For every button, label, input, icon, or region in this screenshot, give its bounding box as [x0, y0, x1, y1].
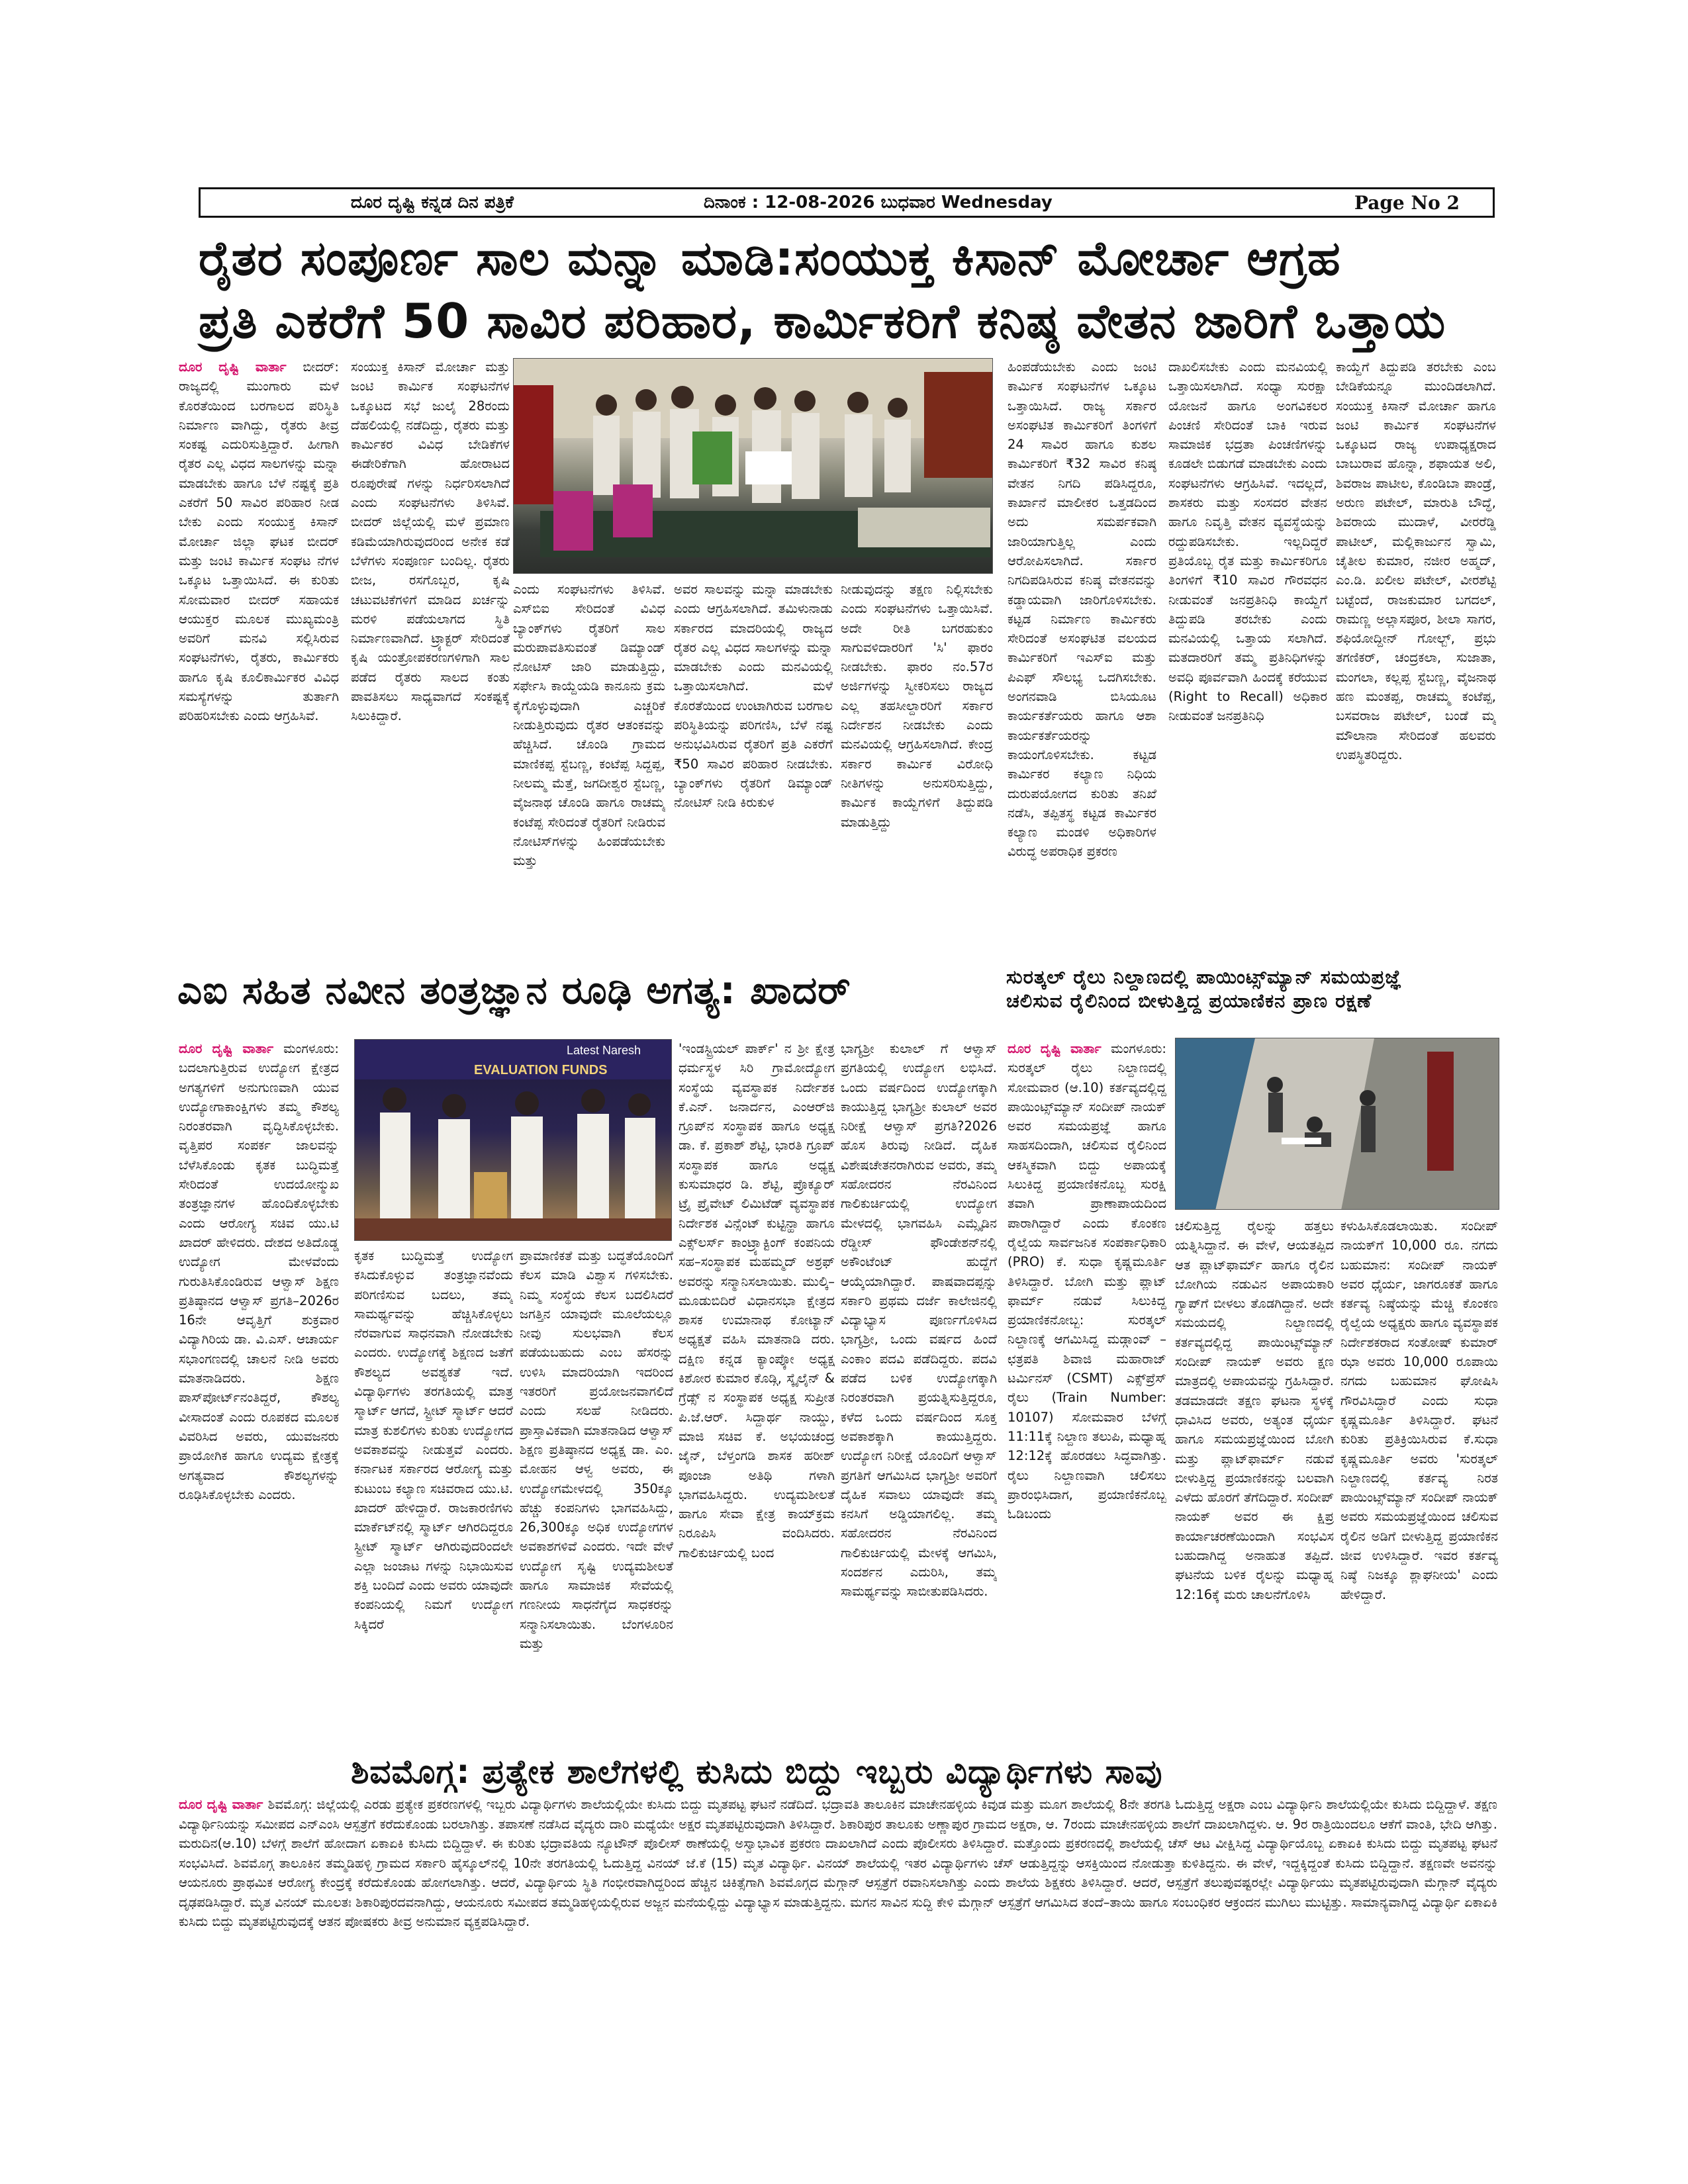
story2-col1-text: ಮಂಗಳೂರು: ಬದಲಾಗುತ್ತಿರುವ ಉದ್ಯೋಗ ಕ್ಷೇತ್ರದ ಅಗತ್ಯಗಳಿಗೆ ಅನುಗುಣವಾಗಿ ಯುವ ಉದ್ಯೋಗಾಕಾಂಕ್ಷಿಗಳು ತಮ್ಮ ಕೌಶಲ್ಯ ನಿರಂತರವಾಗಿ ವೃದ್ಧಿಸಿಕೊಳ್ಳಬೇಕು. ವೃತ್ತಿಪರ ಸಂಪರ್ಕ ಜಾಲವನ್ನು ಬೆಳೆಸಿಕೊಂಡು ಕೃತಕ ಬುದ್ಧಿಮತ್ತೆ ಸೇರಿದಂತೆ ಉದಯೋನ್ಮುಖ ತಂತ್ರಜ್ಞಾನಗಳ ಹೊಂದಿಕೊಳ್ಳಬೇಕು ಎಂದು ಆರೋಗ್ಯ ಸಚಿವ ಯು.ಟಿ ಖಾದರ್ ಹೇಳಿದರು. ದೇಶದ ಅತಿದೊಡ್ಡ ಉದ್ಯೋಗ ಮೇಳವೆಂದು ಗುರುತಿಸಿಕೊಂಡಿರುವ ಆಳ್ವಾಸ್ ಶಿಕ್ಷಣ ಪ್ರತಿಷ್ಠಾನದ ಆಳ್ವಾಸ್ ಪ್ರಗತಿ–2026ರ 16ನೇ ಆವೃತ್ತಿಗೆ ಶುಕ್ರವಾರ ವಿದ್ಯಾಗಿರಿಯ ಡಾ. ವಿ.ಎಸ್. ಆಚಾರ್ಯ ಸಭಾಂಗಣದಲ್ಲಿ ಚಾಲನೆ ನೀಡಿ ಅವರು ಮಾತನಾಡಿದರು. ಶಿಕ್ಷಣ ಪಾಸ್‌ಪೋರ್ಟ್‌ನಂತಿದ್ದರೆ, ಕೌಶಲ್ಯ ವೀಸಾದಂತೆ ಎಂದು ರೂಪಕದ ಮೂಲಕ ವಿವರಿಸಿದ ಅವರು, ಯುವಜನರು ಪ್ರಾಯೋಗಿಕ ಹಾಗೂ ಉದ್ಯಮ ಕ್ಷೇತ್ರಕ್ಕೆ ಅಗತ್ಯವಾದ ಕೌಶಲ್ಯಗಳನ್ನು ರೂಢಿಸಿಕೊಳ್ಳಬೇಕು ಎಂದರು. [179, 1041, 339, 1502]
story1-column-2: ಸಂಯುಕ್ತ ಕಿಸಾನ್ ಮೋರ್ಚಾ ಮತ್ತು ಜಂಟಿ ಕಾರ್ಮಿಕ ಸಂಘಟನೆಗಳ ಒಕ್ಕೂಟದ ಸಭೆ ಜುಲೈ 28ರಂದು ದೆಹಲಿಯಲ್ಲಿ ನಡೆದಿದ್ದು, ರೈತರು ಮತ್ತು ಕಾರ್ಮಿಕರ ವಿವಿಧ ಬೇಡಿಕೆಗಳ ಈಡೇರಿಕೆಗಾಗಿ ಹೋರಾಟದ ರೂಪುರೇಷೆ ಗಳನ್ನು ನಿರ್ಧರಿಸಲಾಗಿದೆ ಎಂದು ಸಂಘಟನೆಗಳು ತಿಳಿಸಿವೆ. ಬೀದರ್ ಜಿಲ್ಲೆಯಲ್ಲಿ ಮಳೆ ಪ್ರಮಾಣ ಕಡಿಮೆಯಾಗಿರುವುದರಿಂದ ಅನೇಕ ಕಡೆ ಬೆಳೆಗಳು ಸಂಪೂರ್ಣ ಬಂದಿಲ್ಲ. ರೈತರು ಬೀಜ, ರಸಗೊಬ್ಬರ, ಕೃಷಿ ಚಟುವಟಿಕೆಗಳಿಗೆ ಮಾಡಿದ ಖರ್ಚನ್ನು ಮರಳಿ ಪಡೆಯಲಾಗದ ಸ್ಥಿತಿ ನಿರ್ಮಾಣವಾಗಿದೆ. ಟ್ರ್ಯಾಕ್ಟರ್ ಸೇರಿದಂತೆ ಕೃಷಿ ಯಂತ್ರೋಪಕರಣಗಳಿಗಾಗಿ ಸಾಲ ಪಡೆದ ರೈತರು ಸಾಲದ ಕಂತು ಪಾವತಿಸಲು ಸಾಧ್ಯವಾಗದೆ ಸಂಕಷ್ಟಕ್ಕೆ ಸಿಲುಕಿದ್ದಾರೆ. [351, 359, 510, 724]
story1-byline: ದೂರ ದೃಷ್ಟಿ ವಾರ್ತಾ [179, 359, 303, 375]
story3-subheadline: ಚಲಿಸುವ ರೈಲಿನಿಂದ ಬೀಳುತ್ತಿದ್ದ ಪ್ರಯಾಣಿಕನ ಪ್ರಾಣ ರಕ್ಷಣೆ [1006, 989, 1372, 1012]
protest-photo [513, 358, 993, 574]
story2-column-1 [179, 1039, 339, 1727]
story3-column-3: ಕಳುಹಿಸಿಕೊಡಲಾಯಿತು. ಸಂದೀಪ್ ನಾಯಕ್‌ಗೆ 10,000 ರೂ. ನಗದು ಬಹುಮಾನ: ಸಂದೀಪ್ ನಾಯಕ್ ಅವರ ಧೈರ್ಯ, ಜಾಗರೂಕತೆ ಹಾಗೂ ಕರ್ತವ್ಯ ನಿಷ್ಠೆಯನ್ನು ಮೆಚ್ಚಿ ಕೊಂಕಣ ರೈಲ್ವೆಯ ಅಧ್ಯಕ್ಷರು ಹಾಗೂ ವ್ಯವಸ್ಥಾಪಕ ನಿರ್ದೇಶಕರಾದ ಸಂತೋಷ್ ಕುಮಾರ್ ಝಾ ಅವರು 10,000 ರೂಪಾಯಿ ನಗದು ಬಹುಮಾನ ಘೋಷಿಸಿ ಗೌರವಿಸಿದ್ದಾರೆ ಎಂದು ಸುಧಾ ಕೃಷ್ಣಮೂರ್ತಿ ತಿಳಿಸಿದ್ದಾರೆ. ಘಟನೆ ಕುರಿತು ಪ್ರತಿಕ್ರಿಯಿಸಿರುವ ಕೆ.ಸುಧಾ ಕೃಷ್ಣಮೂರ್ತಿ ಅವರು 'ಸುರತ್ಕಲ್ ನಿಲ್ದಾಣದಲ್ಲಿ ಕರ್ತವ್ಯ ನಿರತ ಪಾಯಿಂಟ್ಸ್‌ಮ್ಯಾನ್ ಸಂದೀಪ್ ನಾಯಕ್ ಅವರು ಸಮಯಪ್ರಜ್ಞೆಯಿಂದ ಚಲಿಸುವ ರೈಲಿನ ಅಡಿಗೆ ಬೀಳುತ್ತಿದ್ದ ಪ್ರಯಾಣಿಕನ ಜೀವ ಉಳಿಸಿದ್ದಾರೆ. ಇವರ ಕರ್ತವ್ಯ ನಿಷ್ಠೆ ನಿಜಕ್ಕೂ ಶ್ಲಾಘನೀಯ' ಎಂದು ಹೇಳಿದ್ದಾರೆ. [1340, 1218, 1498, 1602]
story2-column-3: ಪ್ರಾಮಾಣಿಕತೆ ಮತ್ತು ಬದ್ಧತೆಯೊಂದಿಗೆ ಕೆಲಸ ಮಾಡಿ ವಿಶ್ವಾಸ ಗಳಿಸಬೇಕು. ನಿಮ್ಮ ಸಂಸ್ಥೆಯ ಕೆಲಸ ಬದಲಿಸಿದರೆ ಜಗತ್ತಿನ ಯಾವುದೇ ಮೂಲೆಯಲ್ಲೂ ನೀವು ಸುಲಭವಾಗಿ ಕೆಲಸ ಪಡೆಯಬಹುದು ಎಂಬ ಹೆಸರನ್ನು ಉಳಿಸಿ ಮಾದರಿಯಾಗಿ ಇದರಿಂದ ಇತರರಿಗೆ ಪ್ರಯೋಜನವಾಗಲಿದೆ ಎಂದು ಸಲಹೆ ನೀಡಿದರು. ಪ್ರಾಸ್ತಾವಿಕವಾಗಿ ಮಾತನಾಡಿದ ಆಳ್ವಾಸ್ ಶಿಕ್ಷಣ ಪ್ರತಿಷ್ಠಾನದ ಅಧ್ಯಕ್ಷ ಡಾ. ಎಂ. ಮೋಹನ ಆಳ್ವ ಅವರು, ಈ ಉದ್ಯೋಗಮೇಳದಲ್ಲಿ 350ಕ್ಕೂ ಹೆಚ್ಚು ಕಂಪನಿಗಳು ಭಾಗವಹಿಸಿದ್ದು, 26,300ಕ್ಕೂ ಅಧಿಕ ಉದ್ಯೋಗಗಳ ಅವಕಾಶಗಳಿವೆ ಎಂದರು. ಇದೇ ವೇಳೆ ಉದ್ಯೋಗ ಸೃಷ್ಟಿ ಉದ್ಯಮಶೀಲತೆ ಹಾಗೂ ಸಾಮಾಜಿಕ ಸೇವೆಯಲ್ಲಿ ಗಣನೀಯ ಸಾಧನೆಗೈದ ಸಾಧಕರನ್ನು ಸನ್ಮಾನಿಸಲಾಯಿತು. ಬೆಂಗಳೂರಿನ ಮತ್ತು [520, 1248, 673, 1651]
masthead-bar [199, 187, 1495, 218]
story1-column-7: ದಾಖಲಿಸಬೇಕು ಎಂದು ಮನವಿಯಲ್ಲಿ ಒತ್ತಾಯಿಸಲಾಗಿದೆ. ಸಂಧ್ಯಾ ಸುರಕ್ಷಾ ಯೋಜನೆ ಹಾಗೂ ಅಂಗವಿಕಲರ ಪಿಂಚಣಿ ಸೇರಿದಂತೆ ಬಾಕಿ ಇರುವ ಸಾಮಾಜಿಕ ಭದ್ರತಾ ಪಿಂಚಣಿಗಳನ್ನು ಕೂಡಲೇ ಬಿಡುಗಡೆ ಮಾಡಬೇಕು ಎಂದು ಸಂಘಟನೆಗಳು ಆಗ್ರಹಿಸಿವೆ. ಇದಲ್ಲದೆ, ಶಾಸಕರು ಮತ್ತು ಸಂಸದರ ವೇತನ ಹಾಗೂ ನಿವೃತ್ತಿ ವೇತನ ವ್ಯವಸ್ಥೆಯನ್ನು ರದ್ದುಪಡಿಸಬೇಕು. ಇಲ್ಲದಿದ್ದರೆ ಪ್ರತಿಯೊಬ್ಬ ರೈತ ಮತ್ತು ಕಾರ್ಮಿಕರಿಗೂ ತಿಂಗಳಿಗೆ ₹10 ಸಾವಿರ ಗೌರವಧನ ನೀಡುವಂತೆ ಜನಪ್ರತಿನಿಧಿ ಕಾಯ್ದೆಗೆ ತಿದ್ದುಪಡಿ ತರಬೇಕು ಎಂದು ಮನವಿಯಲ್ಲಿ ಒತ್ತಾಯ ಸಲಾಗಿದೆ. ಮತದಾರರಿಗೆ ತಮ್ಮ ಪ್ರತಿನಿಧಿಗಳನ್ನು ಅವಧಿ ಪೂರ್ವವಾಗಿ ಹಿಂದಕ್ಕೆ ಕರೆಯುವ (Right to Recall) ಅಧಿಕಾರ ನೀಡುವಂತೆ ಜನಪ್ರತಿನಿಧಿ [1168, 359, 1327, 724]
story1-subheadline: ಪ್ರತಿ ಎಕರೆಗೆ 50 ಸಾವಿರ ಪರಿಹಾರ, ಕಾರ್ಮಿಕರಿಗೆ ಕನಿಷ್ಠ ವೇತನ ಜಾರಿಗೆ ಒತ್ತಾಯ [199, 293, 1446, 349]
story3-col1-text: ಮಂಗಳೂರು: ಸುರತ್ಕಲ್ ರೈಲು ನಿಲ್ದಾಣದಲ್ಲಿ ಸೋಮವಾರ (ಆ.10) ಕರ್ತವ್ಯದಲ್ಲಿದ್ದ ಪಾಯಿಂಟ್ಸ್‌ಮ್ಯಾನ್ ಸಂದೀಪ್ ನಾಯಕ್ ಅವರ ಸಮಯಪ್ರಜ್ಞೆ ಹಾಗೂ ಸಾಹಸದಿಂದಾಗಿ, ಚಲಿಸುವ ರೈಲಿನಿಂದ ಆಕಸ್ಮಿಕವಾಗಿ ಬಿದ್ದು ಅಪಾಯಕ್ಕೆ ಸಿಲುಕಿದ್ದ ಪ್ರಯಾಣಿಕನೊಬ್ಬ ಸುರಕ್ಷಿ ತವಾಗಿ ಪ್ರಾಣಾಪಾಯದಿಂದ ಪಾರಾಗಿದ್ದಾರೆ ಎಂದು ಕೊಂಕಣ ರೈಲ್ವೆಯ ಸಾರ್ವಜನಿಕ ಸಂಪರ್ಕಾಧಿಕಾರಿ (PRO) ಕೆ. ಸುಧಾ ಕೃಷ್ಣಮೂರ್ತಿ ತಿಳಿಸಿದ್ದಾರೆ. ಬೋಗಿ ಮತ್ತು ಪ್ಲಾಟ್ ಫಾರ್ಮ್ ನಡುವೆ ಸಿಲುಕಿದ್ದ ಪ್ರಯಾಣಿಕನೋಬ್ಬ: ಸುರತ್ಕಲ್ ನಿಲ್ದಾಣಕ್ಕೆ ಆಗಮಿಸಿದ್ದ ಮಡ್ಗಾಂವ್ – ಛತ್ರಪತಿ ಶಿವಾಜಿ ಮಹಾರಾಜ್ ಟರ್ಮಿನಸ್ (CSMT) ಎಕ್ಸ್‌ಪ್ರೆಸ್ ರೈಲು (Train Number: 10107) ಸೋಮವಾರ ಬೆಳಗ್ಗೆ 11:11ಕ್ಕೆ ನಿಲ್ದಾಣ ತಲುಪಿ, ಮಧ್ಯಾಹ್ನ 12:12ಕ್ಕೆ ಹೊರಡಲು ಸಿದ್ಧವಾಗಿತ್ತು. ರೈಲು ನಿಲ್ದಾಣವಾಗಿ ಚಲಿಸಲು ಪ್ರಾರಂಭಿಸಿದಾಗ, ಪ್ರಯಾಣಿಕನೊಬ್ಬ ಓಡಿಬಂದು [1008, 1041, 1166, 1522]
story1-col1-text: ಬೀದರ್: ರಾಜ್ಯದಲ್ಲಿ ಮುಂಗಾರು ಮಳೆ ಕೊರತೆಯಿಂದ ಬರಗಾಲದ ಪರಿಸ್ಥಿತಿ ನಿರ್ಮಾಣ ವಾಗಿದ್ದು, ರೈತರು ತೀವ್ರ ಸಂಕಷ್ಟ ಎದುರಿಸುತ್ತಿದ್ದಾರೆ. ಹೀಗಾಗಿ ರೈತರ ಎಲ್ಲ ವಿಧದ ಸಾಲಗಳನ್ನು ಮನ್ನಾ ಮಾಡಬೇಕು ಹಾಗೂ ಬೆಳೆ ನಷ್ಟಕ್ಕೆ ಪ್ರತಿ ಎಕರೆಗೆ 50 ಸಾವಿರ ಪರಿಹಾರ ನೀಡ ಬೇಕು ಎಂದು ಸಂಯುಕ್ತ ಕಿಸಾನ್ ಮೋರ್ಚಾ ಜಿಲ್ಲಾ ಘಟಕ ಬೀದರ್ ಮತ್ತು ಜಂಟಿ ಕಾರ್ಮಿಕ ಸಂಘಟ ನೆಗಳ ಒಕ್ಕೂಟ ಒತ್ತಾಯಿಸಿದೆ. ಈ ಕುರಿತು ಸೋಮವಾರ ಬೀದರ್ ಸಹಾಯಕ ಆಯುಕ್ತರ ಮೂಲಕ ಮುಖ್ಯಮಂತ್ರಿ ಅವರಿಗೆ ಮನವಿ ಸಲ್ಲಿಸಿರುವ ಸಂಘಟನೆಗಳು, ರೈತರು, ಕಾರ್ಮಿಕರು ಹಾಗೂ ಕೃಷಿ ಕೂಲಿಕಾರ್ಮಿಕರ ವಿವಿಧ ಸಮಸ್ಯೆಗಳನ್ನು ತುರ್ತಾಗಿ ಪರಿಹರಿಸಬೇಕು ಎಂದು ಆಗ್ರಹಿಸಿವೆ. [179, 359, 339, 724]
story1-headline: ರೈತರ ಸಂಪೂರ್ಣ ಸಾಲ ಮನ್ನಾ ಮಾಡಿ:ಸಂಯುಕ್ತ ಕಿಸಾನ್ ಮೋರ್ಚಾ ಆಗ್ರಹ [199, 230, 1341, 286]
story1-column-5: ನೀಡುವುದನ್ನು ತಕ್ಷಣ ನಿಲ್ಲಿಸಬೇಕು ಎಂದು ಸಂಘಟನೆಗಳು ಒತ್ತಾಯಿಸಿವೆ. ಅದೇ ರೀತಿ ಬಗರಹುಕುಂ ಸಾಗುವಳಿದಾರರಿಗೆ 'ಸಿ' ಫಾರಂ ನೀಡಬೇಕು. ಫಾರಂ ನಂ.57ರ ಅರ್ಜಿಗಳನ್ನು ಸ್ವೀಕರಿಸಲು ರಾಜ್ಯದ ಎಲ್ಲ ತಹಸೀಲ್ದಾರರಿಗೆ ಸರ್ಕಾರ ನಿರ್ದೇಶನ ನೀಡಬೇಕು ಎಂದು ಮನವಿಯಲ್ಲಿ ಆಗ್ರಹಿಸಲಾಗಿದೆ. ಕೇಂದ್ರ ಸರ್ಕಾರ ಕಾರ್ಮಿಕ ವಿರೋಧಿ ನೀತಿಗಳನ್ನು ಅನುಸರಿಸುತ್ತಿದ್ದು, ಕಾರ್ಮಿಕ ಕಾಯ್ದೆಗಳಿಗೆ ತಿದ್ದುಪಡಿ ಮಾಡುತ್ತಿದ್ದು [841, 582, 993, 830]
story3-column-1 [1008, 1039, 1166, 1727]
page-number: Page No 2 [1354, 191, 1460, 214]
story2-column-2: ಕೃತಕ ಬುದ್ಧಿಮತ್ತೆ ಉದ್ಯೋಗ ಕಸಿದುಕೊಳ್ಳುವ ತಂತ್ರಜ್ಞಾನವೆಂದು ಪರಿಗಣಿಸುವ ಬದಲು, ತಮ್ಮ ಸಾಮರ್ಥ್ಯವನ್ನು ಹೆಚ್ಚಿಸಿಕೊಳ್ಳಲು ನೆರವಾಗುವ ಸಾಧನವಾಗಿ ನೋಡಬೇಕು ಎಂದರು. ಉದ್ಯೋಗಕ್ಕೆ ಶಿಕ್ಷಣದ ಜತೆಗೆ ಕೌಶಲ್ಯದ ಅವಶ್ಯಕತೆ ಇದೆ. ವಿದ್ಯಾರ್ಥಿಗಳು ತರಗತಿಯಲ್ಲಿ ಮಾತ್ರ ಸ್ಮಾರ್ಟ್ ಆಗದೆ, ಸ್ಟ್ರೀಟ್ ಸ್ಮಾರ್ಟ್ ಆದರೆ ಮಾತ್ರ ಕುಶಲಿಗಳು ಕುರಿತು ಉದ್ಯೋಗದ ಅವಕಾಶವನ್ನು ನೀಡುತ್ತವೆ ಎಂದರು. ಕರ್ನಾಟಕ ಸರ್ಕಾರದ ಆರೋಗ್ಯ ಮತ್ತು ಕುಟುಂಬ ಕಲ್ಯಾಣ ಸಚಿವರಾದ ಯು.ಟಿ. ಖಾದರ್ ಹೇಳಿದ್ದಾರೆ. ರಾಜಕಾರಣಿಗಳು ಮಾರ್ಕೆಟ್‌ನಲ್ಲಿ ಸ್ಮಾರ್ಟ್ ಆಗಿರದಿದ್ದರೂ ಸ್ಟ್ರೀಟ್ ಸ್ಮಾರ್ಟ್ ಆಗಿರುವುದರಿಂದಲೇ ಎಲ್ಲಾ ಜಂಜಾಟ ಗಳನ್ನು ನಿಭಾಯಿಸುವ ಶಕ್ತಿ ಬಂದಿದೆ ಎಂದು ಅವರು ಯಾವುದೇ ಕಂಪನಿಯಲ್ಲಿ ನಿಮಗೆ ಉದ್ಯೋಗ ಸಿಕ್ಕಿದರೆ [354, 1248, 513, 1632]
story2-column-4: 'ಇಂಡಸ್ಟ್ರಿಯಲ್ ಪಾರ್ಕ್' ನ ಶ್ರೀ ಕ್ಷೇತ್ರ ಧರ್ಮಸ್ಥಳ ಸಿರಿ ಗ್ರಾಮೋದ್ಯೋಗ ಸಂಸ್ಥೆಯ ವ್ಯವಸ್ಥಾಪಕ ನಿರ್ದೇಶಕ ಕೆ.ಎನ್. ಜನಾರ್ದನ, ಎಂಆರ್‌ಜಿ ಗ್ರೂಪ್‌ನ ಸಂಸ್ಥಾಪಕ ಹಾಗೂ ಅಧ್ಯಕ್ಷ ಡಾ. ಕೆ. ಪ್ರಕಾಶ್ ಶೆಟ್ಟಿ, ಭಾರತಿ ಗ್ರೂಪ್ ಸಂಸ್ಥಾಪಕ ಹಾಗೂ ಅಧ್ಯಕ್ಷ ಕುಸುಮಾಧರ ಡಿ. ಶೆಟ್ಟಿ, ಪ್ರೊಕ್ಯೂರ್ ಟ್ರೈ ಪ್ರೈವೇಟ್ ಲಿಮಿಟೆಡ್ ವ್ಯವಸ್ಥಾಪಕ ನಿರ್ದೇಶಕ ವಿನ್ಸೆಂಟ್ ಕುಟ್ಟಿನ್ಹಾ ಹಾಗೂ ಎಕ್ಸ್‌ಲರ್ಸ್ ಕಾಂಟ್ರ್ಯಾಕ್ಟಿಂಗ್ ಕಂಪನಿಯ ಸಹ–ಸಂಸ್ಥಾಪಕ ಮಹಮ್ಮದ್ ಅಶ್ರಫ್ ಅವರನ್ನು ಸನ್ಮಾನಿಸಲಾಯಿತು. ಮುಲ್ಕಿ–ಮೂಡುಬಿದಿರೆ ವಿಧಾನಸಭಾ ಕ್ಷೇತ್ರದ ಶಾಸಕ ಉಮಾನಾಥ ಕೋಟ್ಯಾನ್ ಅಧ್ಯಕ್ಷತೆ ವಹಿಸಿ ಮಾತನಾಡಿ ದರು. ದಕ್ಷಿಣ ಕನ್ನಡ ಕ್ಯಾಂಪ್ಕೋ ಅಧ್ಯಕ್ಷ ಕಿಶೋರ ಕುಮಾರ ಕೊಡ್ಗಿ, ಸ್ಕೈಲೈನ್ & ಗ್ರೆಡ್ಸ್ ನ ಸಂಸ್ಥಾಪಕ ಅಧ್ಯಕ್ಷ ಸುಪ್ರೀತ ಪಿ.ಜೆ.ಆರ್. ಸಿದ್ದಾರ್ಥ ನಾಯ್ಡು, ಮಾಜಿ ಸಚಿವ ಕೆ. ಅಭಯಚಂದ್ರ ಜೈನ್, ಬೆಳ್ತಂಗಡಿ ಶಾಸಕ ಹರೀಶ್ ಪೂಂಜಾ ಅತಿಥಿ ಗಳಾಗಿ ಭಾಗವಹಿಸಿದ್ದರು. ಉದ್ಯಮಶೀಲತೆ ಹಾಗೂ ಸೇವಾ ಕ್ಷೇತ್ರ ಕಾಯ್‌ಕ್ರಮ ನಿರೂಪಿಸಿ ವಂದಿಸಿದರು. ಗಾಲಿಕುರ್ಚಿಯಲ್ಲಿ ಬಂದ [679, 1041, 835, 1561]
story1-column-6: ಹಿಂಪಡೆಯಬೇಕು ಎಂದು ಜಂಟಿ ಕಾರ್ಮಿಕ ಸಂಘಟನೆಗಳ ಒಕ್ಕೂಟ ಒತ್ತಾಯಿಸಿದೆ. ರಾಜ್ಯ ಸರ್ಕಾರ ಅಸಂಘಟಿತ ಕಾರ್ಮಿಕರಿಗೆ ತಿಂಗಳಿಗೆ 24 ಸಾವಿರ ಹಾಗೂ ಕುಶಲ ಕಾರ್ಮಿಕರಿಗೆ ₹32 ಸಾವಿರ ಕನಿಷ್ಠ ವೇತನ ನಿಗದಿ ಪಡಿಸಿದ್ದರೂ, ಕಾರ್ಖಾನೆ ಮಾಲೀಕರ ಒತ್ತಡದಿಂದ ಅದು ಸಮರ್ಪಕವಾಗಿ ಜಾರಿಯಾಗುತ್ತಿಲ್ಲ ಎಂದು ಆರೋಪಿಸಲಾಗಿದೆ. ಸರ್ಕಾರ ನಿಗದಿಪಡಿಸಿರುವ ಕನಿಷ್ಠ ವೇತನವನ್ನು ಕಡ್ಡಾಯವಾಗಿ ಜಾರಿಗೊಳಿಸಬೇಕು. ಕಟ್ಟಡ ನಿರ್ಮಾಣ ಕಾರ್ಮಿಕರು ಸೇರಿದಂತೆ ಅಸಂಘಟಿತ ವಲಯದ ಕಾರ್ಮಿಕರಿಗೆ ಇಎಸ್‌ಐ ಮತ್ತು ಪಿಎಫ್ ಸೌಲಭ್ಯ ಒದಗಿಸಬೇಕು. ಅಂಗನವಾಡಿ ಬಿಸಿಯೂಟ ಕಾರ್ಯಕರ್ತೆಯರು ಹಾಗೂ ಆಶಾ ಕಾರ್ಯಕರ್ತೆಯರನ್ನು ಕಾಯಂಗೊಳಿಸಬೇಕು. ಕಟ್ಟಡ ಕಾರ್ಮಿಕರ ಕಲ್ಯಾಣ ನಿಧಿಯ ದುರುಪಯೋಗದ ಕುರಿತು ತನಿಖೆ ನಡೆಸಿ, ತಪ್ಪಿತಸ್ಥ ಕಟ್ಟಡ ಕಾರ್ಮಿಕರ ಕಲ್ಯಾಣ ಮಂಡಳಿ ಅಧಿಕಾರಿಗಳ ವಿರುದ್ಧ ಅಪರಾಧಿಕ ಪ್ರಕರಣ [1008, 359, 1156, 860]
story3-headline: ಸುರತ್ಕಲ್ ರೈಲು ನಿಲ್ದಾಣದಲ್ಲಿ ಪಾಯಿಂಟ್ಸ್‌ಮ್ಯಾನ್ ಸಮಯಪ್ರಜ್ಞೆ [1006, 966, 1403, 988]
railway-cctv-photo [1175, 1038, 1499, 1210]
paper-name: ದೂರ ದೃಷ್ಟಿ ಕನ್ನಡ ದಿನ ಪತ್ರಿಕೆ [350, 192, 514, 212]
story4-body-text: ಶಿವಮೊಗ್ಗ: ಜಿಲ್ಲೆಯಲ್ಲಿ ಎರಡು ಪ್ರತ್ಯೇಕ ಪ್ರಕರಣಗಳಲ್ಲಿ ಇಬ್ಬರು ವಿದ್ಯಾರ್ಥಿಗಳು ಶಾಲೆಯಲ್ಲಿಯೇ ಕುಸಿದು ಬಿದ್ದು ಮೃತಪಟ್ಟ ಘಟನೆ ನಡೆದಿದೆ. ಭದ್ರಾವತಿ ತಾಲೂಕಿನ ಮಾಚೇನಹಳ್ಳಿಯ ಕಿವುಡ ಮತ್ತು ಮೂಗ ಶಾಲೆಯಲ್ಲಿ 8ನೇ ತರಗತಿ ಓದುತ್ತಿದ್ದ ಅಕ್ಷರಾ ಎಂಬ ವಿದ್ಯಾರ್ಥಿನಿ ಶಾಲೆಯಲ್ಲಿಯೇ ಕುಸಿದು ಬಿದ್ದಿದ್ದಾಳೆ. ತಕ್ಷಣ ವಿದ್ಯಾರ್ಥಿನಿಯನ್ನು ಸಮೀಪದ ಎನ್‌ಎಂಸಿ ಆಸ್ಪತ್ರೆಗೆ ಕರೆದುಕೊಂಡು ಬರಲಾಗಿತ್ತು. ತಪಾಸಣೆ ನಡೆಸಿದ ವೈದ್ಯರು ದಾರಿ ಮಧ್ಯೆಯೇ ಅಕ್ಷರ ಮೃತಪಟ್ಟಿರುವುದಾಗಿ ತಿಳಿಸಿದ್ದಾರೆ. ಶಿಕಾರಿಪುರ ತಾಲೂಕು ಅಣ್ಣಾಪುರ ಗ್ರಾಮದ ಅಕ್ಷರಾ, ಆ. 7ರಂದು ಮಾಚೇನಹಳ್ಳಿಯ ಶಾಲೆಗೆ ದಾಖಲಾಗಿದ್ದಳು. ಆ. 9ರ ರಾತ್ರಿಯಿಂದಲೂ ಆಕೆಗೆ ವಾಂತಿ, ಭೇದಿ ಆಗಿತ್ತು. ಮರುದಿನ(ಆ.10) ಬೆಳಗ್ಗೆ ಶಾಲೆಗೆ ಹೋದಾಗ ಏಕಾಏಕಿ ಕುಸಿದು ಬಿದ್ದಿದ್ದಾಳೆ. ಈ ಕುರಿತು ಭದ್ರಾವತಿಯ ನ್ಯೂಟೌನ್ ಪೊಲೀಸ್ ಠಾಣೆಯಲ್ಲಿ ಅಸ್ವಾಭಾವಿಕ ಪ್ರಕರಣ ದಾಖಲಾಗಿದೆ ಎಂದು ಪೊಲೀಸರು ತಿಳಿಸಿದ್ದಾರೆ. ಮತ್ತೊಂದು ಪ್ರಕರಣದಲ್ಲಿ ಶಾಲೆಯಲ್ಲಿ ಚೆಸ್ ಆಟ ವೀಕ್ಷಿಸಿದ್ದ ವಿದ್ಯಾರ್ಥಿಯೊಬ್ಬ ಏಕಾಏಕಿ ಕುಸಿದು ಬಿದ್ದು ಮೃತಪಟ್ಟ ಘಟನೆ ಸಂಭವಿಸಿದೆ. ಶಿವಮೊಗ್ಗ ತಾಲೂಕಿನ ತಮ್ಮಡಿಹಳ್ಳಿ ಗ್ರಾಮದ ಸರ್ಕಾರಿ ಹೈಸ್ಕೂಲ್‌ನಲ್ಲಿ 10ನೇ ತರಗತಿಯಲ್ಲಿ ಓದುತ್ತಿದ್ದ ವಿನಯ್ ಜೆ.ಕೆ (15) ಮೃತ ವಿದ್ಯಾರ್ಥಿ. ವಿನಯ್ ಶಾಲೆಯಲ್ಲಿ ಇತರ ವಿದ್ಯಾರ್ಥಿಗಳು ಚೆಸ್ ಆಡುತ್ತಿದ್ದನ್ನು ಆಸಕ್ತಿಯಿಂದ ನೋಡುತ್ತಾ ಕುಳಿತಿದ್ದನು. ಈ ವೇಳೆ, ಇದ್ದಕ್ಕಿದ್ದಂತೆ ಕುಸಿದು ಬಿದ್ದಿದ್ದಾನೆ. ತಕ್ಷಣವೇ ಅವನನ್ನು ಆಯನೂರು ಪ್ರಾಥಮಿಕ ಆರೋಗ್ಯ ಕೇಂದ್ರಕ್ಕೆ ಕರೆದುಕೊಂಡು ಹೋಗಲಾಗಿತ್ತು. ಆದರೆ, ವಿದ್ಯಾರ್ಥಿಯ ಸ್ಥಿತಿ ಗಂಭೀರವಾಗಿದ್ದರಿಂದ ಹೆಚ್ಚಿನ ಚಿಕಿತ್ಸೆಗಾಗಿ ಶಿವಮೊಗ್ಗದ ಮೆಗ್ಗಾನ್ ಆಸ್ಪತ್ರೆಗೆ ರವಾನಿಸಲಾಗಿತ್ತು ಎಂದು ಶಾಲೆಯ ಶಿಕ್ಷಕರು ತಿಳಿಸಿದ್ದಾರೆ. ಆದರೆ, ಆಸ್ಪತ್ರೆಗೆ ತಲುಪುವಷ್ಟರಲ್ಲೇ ವಿದ್ಯಾರ್ಥಿಯು ಮೃತಪಟ್ಟಿರುವುದಾಗಿ ಮೆಗ್ಗಾನ್ ವೈದ್ಯರು ದೃಢಪಡಿಸಿದ್ದಾರೆ. ಮೃತ ವಿನಯ್ ಮೂಲತಃ ಶಿಕಾರಿಪುರದವನಾಗಿದ್ದು, ಆಯನೂರು ಸಮೀಪದ ತಮ್ಮಡಿಹಳ್ಳಿಯಲ್ಲಿರುವ ಅಜ್ಜನ ಮನೆಯಲ್ಲಿದ್ದು ವಿದ್ಯಾಭ್ಯಾಸ ಮಾಡುತ್ತಿದ್ದನು. ಮಗನ ಸಾವಿನ ಸುದ್ದಿ ಕೇಳಿ ಮೆಗ್ಗಾನ್ ಆಸ್ಪತ್ರೆಗೆ ಆಗಮಿಸಿದ ತಂದೆ–ತಾಯಿ ಹಾಗೂ ಸಂಬಂಧಿಕರ ಆಕ್ರಂದನ ಮುಗಿಲು ಮುಟ್ಟಿತ್ತು. ಸಾಮಾನ್ಯವಾಗಿದ್ದ ವಿದ್ಯಾರ್ಥಿ ಏಕಾಏಕಿ ಕುಸಿದು ಬಿದ್ದು ಮೃತಪಟ್ಟಿರುವುದಕ್ಕೆ ಆತನ ಪೋಷಕರು ತೀವ್ರ ಅನುಮಾನ ವ್ಯಕ್ತಪಡಿಸಿದ್ದಾರೆ. [179, 1797, 1497, 1929]
story2-byline: ದೂರ ದೃಷ್ಟಿ ವಾರ್ತಾ [179, 1041, 284, 1056]
story1-column-4: ಅವರ ಸಾಲವನ್ನು ಮನ್ನಾ ಮಾಡಬೇಕು ಎಂದು ಆಗ್ರಹಿಸಲಾಗಿದೆ. ತಮಿಳುನಾಡು ಸರ್ಕಾರದ ಮಾದರಿಯಲ್ಲಿ ರಾಜ್ಯದ ರೈತರ ಎಲ್ಲ ವಿಧದ ಸಾಲಗಳನ್ನು ಮನ್ನಾ ಮಾಡಬೇಕು ಎಂದು ಮನವಿಯಲ್ಲಿ ಒತ್ತಾಯಿಸಲಾಗಿದೆ. ಮಳೆ ಕೊರತೆಯಿಂದ ಉಂಟಾಗಿರುವ ಬರಗಾಲ ಪರಿಸ್ಥಿತಿಯನ್ನು ಪರಿಗಣಿಸಿ, ಬೆಳೆ ನಷ್ಟ ಅನುಭವಿಸಿರುವ ರೈತರಿಗೆ ಪ್ರತಿ ಎಕರೆಗೆ ₹50 ಸಾವಿರ ಪರಿಹಾರ ನೀಡಬೇಕು. ಬ್ಯಾಂಕ್‌ಗಳು ರೈತರಿಗೆ ಡಿಮ್ಯಾಂಡ್ ನೋಟಿಸ್ ನೀಡಿ ಕಿರುಕುಳ [674, 582, 833, 811]
story1-column-8: ಕಾಯ್ದೆಗೆ ತಿದ್ದುಪಡಿ ತರಬೇಕು ಎಂಬ ಬೇಡಿಕೆಯನ್ನೂ ಮುಂದಿಡಲಾಗಿದೆ. ಸಂಯುಕ್ತ ಕಿಸಾನ್ ಮೋರ್ಚಾ ಹಾಗೂ ಜಂಟಿ ಕಾರ್ಮಿಕ ಸಂಘಟನೆಗಳ ಒಕ್ಕೂಟದ ರಾಜ್ಯ ಉಪಾಧ್ಯಕ್ಷರಾದ ಬಾಬುರಾವ ಹೊನ್ನಾ, ಶಫಾಯತ ಅಲಿ, ಶಿವರಾಜ ಪಾಟೀಲ, ಕೊಂಡಿಬಾ ಪಾಂಡ್ರೆ, ಅರುಣ ಪಟೇಲ್, ಮಾರುತಿ ಬೌದ್ಧೆ, ಶಿವರಾಯ ಮುದಾಳೆ, ವೀರರೆಡ್ಡಿ ಪಾಟೀಲ್, ಮಲ್ಲಿಕಾರ್ಜುನ ಸ್ವಾಮಿ, ಚೈತೀಲ ಕುಮಾರ, ನಜೀರ ಅಹ್ಮದ್, ಎಂ.ಡಿ. ಖಲೀಲ ಪಟೇಲ್, ವೀರಶೆಟ್ಟಿ ಬಟ್ಟೆಂದೆ, ರಾಜಕುಮಾರ ಬಗದಲ್, ರಾಮಣ್ಣ ಅಲ್ಲಾಸಪೂರ, ಶೀಲಾ ಸಾಗರ, ಶಫಿಯೋದ್ದೀನ್ ಗೋಲ್ಬ್, ಪ್ರಭು ತಗಣಿಕರ್, ಚಂದ್ರಕಲಾ, ಸುಜಾತಾ, ಮಂಗಲಾ, ಕಲ್ಲಪ್ಪ ಸ್ಟೆಬಣ್ಣ, ವೈಜನಾಥ ಹಣ ಮಂತಪ್ಪ, ರಾಚಮ್ಮ ಕಂಟೆಪ್ಪ, ಬಸವರಾಜ ಪಟೇಲ್, ಬಂಡೆ ಮ್ಮ ಮೌಲಾನಾ ಸೇರಿದಂತೆ ಹಲವರು ಉಪಸ್ಥಿತರಿದ್ದರು. [1336, 359, 1496, 762]
story4-byline: ದೂರ ದೃಷ್ಟಿ ವಾರ್ತಾ [179, 1797, 268, 1812]
issue-date: ದಿನಾಂಕ : 12-08-2026 ಬುಧವಾರ Wednesday [704, 192, 1053, 212]
story4-body [179, 1795, 1497, 1993]
railway-cctv-photo-illustration [1176, 1038, 1499, 1210]
story2-column-5: ಭಾಗ್ಯಶ್ರೀ ಕುಲಾಲ್ ಗೆ ಆಳ್ವಾಸ್ ಪ್ರಗತಿಯಲ್ಲಿ ಉದ್ಯೋಗ ಲಭಿಸಿದೆ. ಒಂದು ವರ್ಷದಿಂದ ಉದ್ಯೋಗಕ್ಕಾಗಿ ಕಾಯುತ್ತಿದ್ದ ಭಾಗ್ಯಶ್ರೀ ಕುಲಾಲ್ ಅವರ ನಿರೀಕ್ಷೆ ಆಳ್ವಾಸ್ ಪ್ರಗತಿ?2026 ಹೊಸ ತಿರುವು ನೀಡಿದೆ. ದೈಹಿಕ ವಿಶೇಷಚೇತನರಾಗಿರುವ ಅವರು, ತಮ್ಮ ಸಹೋದರನ ನೆರವಿನಿಂದ ಗಾಲಿಕುರ್ಚಿಯಲ್ಲಿ ಉದ್ಯೋಗ ಮೇಳದಲ್ಲಿ ಭಾಗವಹಿಸಿ ಎಮ್ಸೈಡಿನ ರೆಡ್ಡೀಸ್ ಫೌಂಡೇಶನ್‌ನಲ್ಲಿ ಅಕೌಂಟೆಂಟ್ ಹುದ್ದೆಗೆ ಆಯ್ಕೆಯಾಗಿದ್ದಾರೆ. ಪಾಷವಾದಪ್ಪನ್ನು ಸರ್ಕಾರಿ ಪ್ರಥಮ ದರ್ಜೆ ಕಾಲೇಜಿನಲ್ಲಿ ವಿದ್ಯಾಭ್ಯಾಸ ಪೂರ್ಣಗೊಳಿಸಿದ ಭಾಗ್ಯಶ್ರೀ, ಒಂದು ವರ್ಷದ ಹಿಂದೆ ಎಂಕಾಂ ಪದವಿ ಪಡೆದಿದ್ದರು. ಪದವಿ ಪಡೆದ ಬಳಿಕ ಉದ್ಯೋಗಕ್ಕಾಗಿ ನಿರಂತರವಾಗಿ ಪ್ರಯತ್ನಿಸುತ್ತಿದ್ದರೂ, ಕಳೆದ ಒಂದು ವರ್ಷದಿಂದ ಸೂಕ್ತ ಅವಕಾಶಕ್ಕಾಗಿ ಕಾಯುತ್ತಿದ್ದರು. ಉದ್ಯೋಗ ನಿರೀಕ್ಷೆ ಯೊಂದಿಗೆ ಆಳ್ವಾಸ್ ಪ್ರಗತಿಗೆ ಆಗಮಿಸಿದ ಭಾಗ್ಯಶ್ರೀ ಅವರಿಗೆ ದೈಹಿಕ ಸವಾಲು ಯಾವುದೇ ತಮ್ಮ ಕನಸಿಗೆ ಅಡ್ಡಿಯಾಗಲಿಲ್ಲ. ತಮ್ಮ ಸಹೋದರನ ನೆರವಿನಿಂದ ಗಾಲಿಕುರ್ಚಿಯಲ್ಲಿ ಮೇಳಕ್ಕೆ ಆಗಮಿಸಿ, ಸಂದರ್ಶನ ಎದುರಿಸಿ, ತಮ್ಮ ಸಾಮರ್ಥ್ಯವನ್ನು ಸಾಬೀತುಪಡಿಸಿದರು. [841, 1041, 997, 1600]
job-fair-photo [354, 1039, 672, 1241]
photo-tag-text: Latest Naresh [567, 1044, 641, 1057]
story3-byline: ದೂರ ದೃಷ್ಟಿ ವಾರ್ತಾ [1008, 1041, 1111, 1056]
story1-column-1 [179, 357, 339, 940]
job-fair-photo-illustration [355, 1040, 672, 1241]
story1-column-3: ಎಂದು ಸಂಘಟನೆಗಳು ತಿಳಿಸಿವೆ. ಎಸ್‌ಬಿಐ ಸೇರಿದಂತೆ ವಿವಿಧ ಬ್ಯಾಂಕ್‌ಗಳು ರೈತರಿಗೆ ಸಾಲ ಮರುಪಾವತಿಸುವಂತೆ ಡಿಮ್ಯಾಂಡ್ ನೋಟಿಸ್ ಜಾರಿ ಮಾಡುತ್ತಿದ್ದು, ಸರ್ಫೇಸಿ ಕಾಯ್ದೆಯಡಿ ಕಾನೂನು ಕ್ರಮ ಕೈಗೊಳ್ಳುವುದಾಗಿ ಎಚ್ಚರಿಕೆ ನೀಡುತ್ತಿರುವುದು ರೈತರ ಆತಂಕವನ್ನು ಹೆಚ್ಚಿಸಿದೆ. ಚೊಂಡಿ ಗ್ರಾಮದ ಮಾಣಿಕಪ್ಪ ಸ್ಟೆಬಣ್ಣ, ಕಂಟೆಪ್ಪ ಸಿದ್ದಪ್ಪ, ನೀಲಮ್ಮ ಮೆತ್ತೆ, ಜಗದೀಶ್ವರ ಸ್ಟೆಬಣ್ಣ, ವೈಜನಾಥ ಚೊಂಡಿ ಹಾಗೂ ರಾಚಮ್ಮ ಕಂಟೆಪ್ಪ ಸೇರಿದಂತೆ ರೈತರಿಗೆ ನೀಡಿರುವ ನೋಟಿಸ್‌ಗಳನ್ನು ಹಿಂಪಡೆಯಬೇಕು ಮತ್ತು [513, 582, 665, 869]
protest-photo-illustration [514, 359, 993, 574]
story2-headline: ಎಐ ಸಹಿತ ನವೀನ ತಂತ್ರಜ್ಞಾನ ರೂಢಿ ಅಗತ್ಯ: ಖಾದರ್ [177, 968, 851, 1013]
photo-banner-text: EVALUATION FUNDS [474, 1063, 608, 1077]
story3-column-2: ಚಲಿಸುತ್ತಿದ್ದ ರೈಲನ್ನು ಹತ್ತಲು ಯತ್ನಿಸಿದ್ದಾನೆ. ಈ ವೇಳೆ, ಆಯತಪ್ಪಿದ ಆತ ಪ್ಲಾಟ್‌ಫಾರ್ಮ್ ಹಾಗೂ ರೈಲಿನ ಬೋಗಿಯ ನಡುವಿನ ಅಪಾಯಕಾರಿ ಗ್ಯಾಪ್‌ಗೆ ಬೀಳಲು ತೊಡಗಿದ್ದಾನೆ. ಅದೇ ಸಮಯದಲ್ಲಿ ನಿಲ್ದಾಣದಲ್ಲಿ ಕರ್ತವ್ಯದಲ್ಲಿದ್ದ ಪಾಯಿಂಟ್ಸ್‌ಮ್ಯಾನ್ ಸಂದೀಪ್ ನಾಯಕ್ ಅವರು ಕ್ಷಣ ಮಾತ್ರದಲ್ಲಿ ಅಪಾಯವನ್ನು ಗ್ರಹಿಸಿದ್ದಾರೆ. ತಡಮಾಡದೇ ತಕ್ಷಣ ಘಟನಾ ಸ್ಥಳಕ್ಕೆ ಧಾವಿಸಿದ ಅವರು, ಅತ್ಯಂತ ಧೈರ್ಯ ಹಾಗೂ ಸಮಯಪ್ರಜ್ಞೆಯಿಂದ ಬೋಗಿ ಮತ್ತು ಪ್ಲಾಟ್‌ಫಾರ್ಮ್ ನಡುವೆ ಬೀಳುತ್ತಿದ್ದ ಪ್ರಯಾಣಿಕನನ್ನು ಬಲವಾಗಿ ಎಳೆದು ಹೊರಗೆ ತೆಗೆದಿದ್ದಾರೆ. ಸಂದೀಪ್ ನಾಯಕ್ ಅವರ ಈ ಕ್ಷಿಪ್ರ ಕಾರ್ಯಾಚರಣೆಯಿಂದಾಗಿ ಸಂಭವಿಸ ಬಹುದಾಗಿದ್ದ ಅನಾಹುತ ತಪ್ಪಿದೆ. ಘಟನೆಯ ಬಳಿಕ ರೈಲನ್ನು ಮಧ್ಯಾಹ್ನ 12:16ಕ್ಕೆ ಮರು ಚಾಲನೆಗೊಳಿಸಿ [1175, 1218, 1334, 1602]
story4-headline: ಶಿವಮೊಗ್ಗ: ಪ್ರತ್ಯೇಕ ಶಾಲೆಗಳಲ್ಲಿ ಕುಸಿದು ಬಿದ್ದು ಇಬ್ಬರು ವಿದ್ಯಾರ್ಥಿಗಳು ಸಾವು [351, 1752, 1163, 1791]
